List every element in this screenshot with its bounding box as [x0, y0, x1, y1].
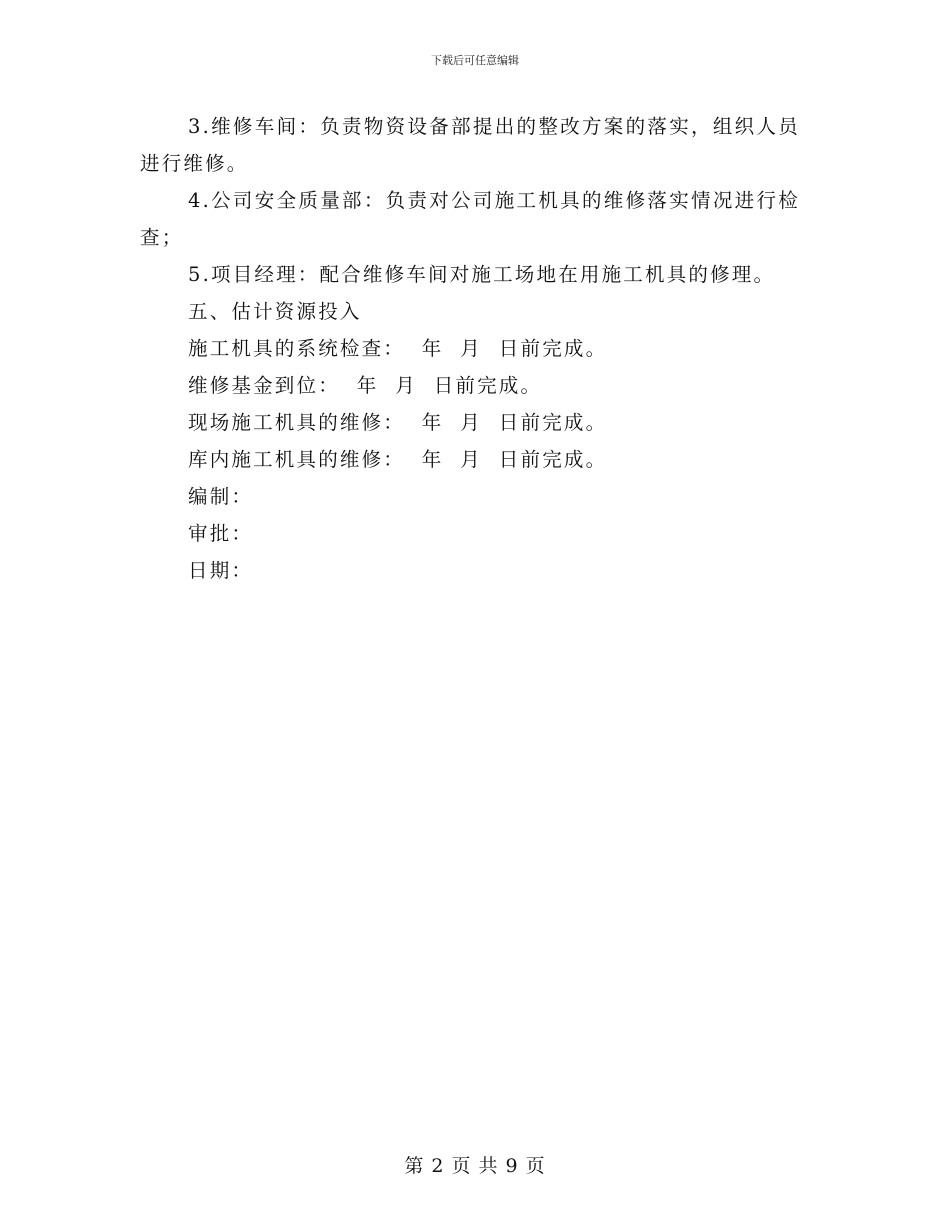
section-heading: 五、估计资源投入 [188, 300, 362, 323]
schedule-item-warehouse-repair: 库内施工机具的维修： 年 月 日前完成。 [188, 448, 608, 471]
schedule-item-funding: 维修基金到位： 年 月 日前完成。 [188, 374, 543, 397]
schedule-item-inspection: 施工机具的系统检查： 年 月 日前完成。 [188, 337, 608, 360]
schedule-item-onsite-repair: 现场施工机具的维修： 年 月 日前完成。 [188, 411, 608, 434]
document-body [140, 108, 800, 589]
page-header: 下载后可任意编辑 [431, 54, 519, 67]
signoff-approved: 审批： [188, 522, 254, 545]
paragraph-project-manager: 5.项目经理：配合维修车间对施工场地在用施工机具的修理。 [188, 263, 776, 286]
signoff-prepared: 编制： [188, 485, 254, 508]
page-number: 第 2 页 共 9 页 [404, 1155, 546, 1177]
paragraph-workshop: 3.维修车间：负责物资设备部提出的整改方案的落实，组织人员进行维修。 [140, 115, 800, 175]
paragraph-safety-quality: 4.公司安全质量部：负责对公司施工机具的维修落实情况进行检查； [140, 189, 800, 249]
signoff-date: 日期： [188, 559, 254, 582]
